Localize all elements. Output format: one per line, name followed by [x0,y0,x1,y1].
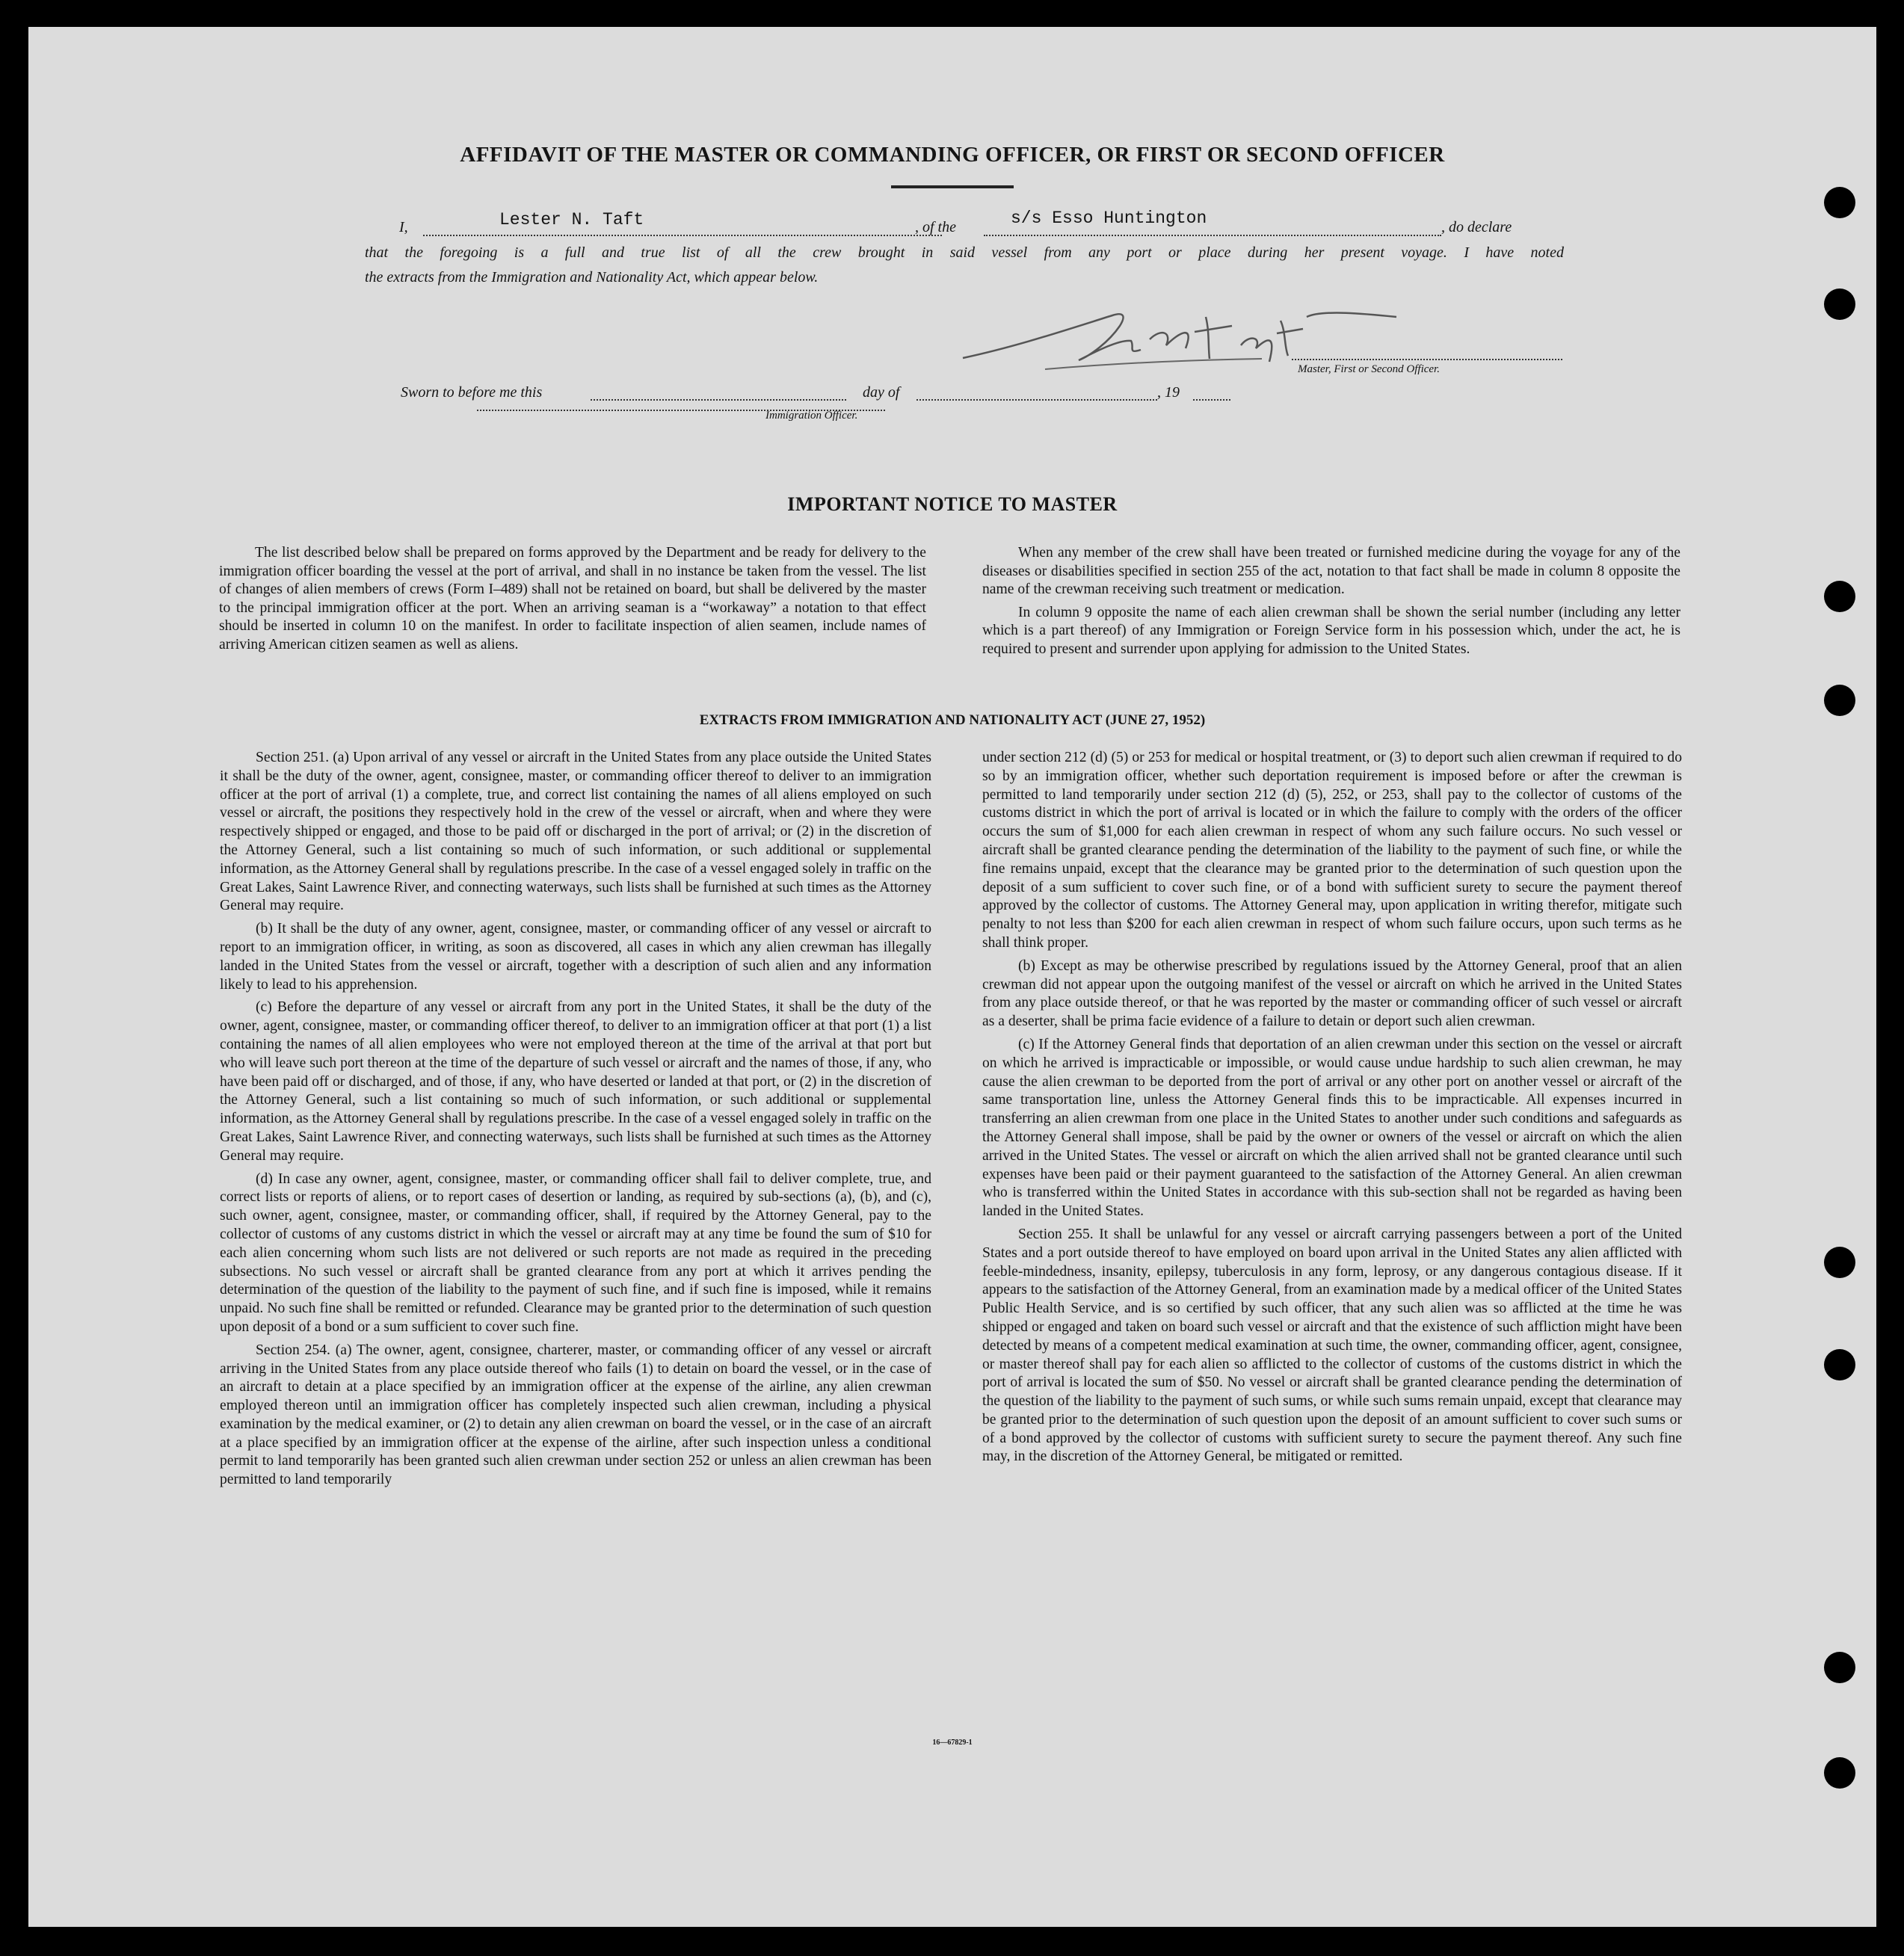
notice-left-paragraph: The list described below shall be prepared on forms approved by the Department and be ready for delivery to the immigration officer boarding the vessel at the port of arrival, and shall in no instance be taken from the vessel. The list of changes of alien members of crews (Form I–489) shall not be retained on board, but shall be delivered by the master to the principal immigration officer at the port. When an arriving seaman is a “workaway” a notation to that effect should be inserted in column 10 on the manifest. In order to facilitate inspection of alien seamen, include names of arriving American citizen seamen as well as aliens. [219,545,926,652]
notice-right-column [982,544,1680,664]
of-the-label: , of the [915,219,956,235]
binder-hole [1824,187,1855,218]
vessel-name-line [984,235,1441,236]
sworn-year-line[interactable] [1193,399,1230,401]
binder-hole [1824,1757,1855,1789]
master-name-field[interactable]: Lester N. Taft [499,210,644,229]
day-of-label: day of [863,384,900,401]
binder-hole [1824,685,1855,716]
signature-line [1292,359,1562,360]
extract-paragraph: Section 251. (a) Upon arrival of any vessel or aircraft in the United States from any place outside the United States it shall be the duty of the owner, agent, consignee, master, or commanding officer thereof to deliver to an immigration officer at the port of arrival (1) a complete, true, and correct list containing the names of all aliens employed on such vessel or aircraft, the positions they respectively hold in the crew of the vessel or aircraft, when and where they were respectively shipped or engaged, and those to be paid off or discharged in the port of arrival; or (2) in the discretion of the Attorney General, such a list containing so much of such information, or such additional or supplemental information, as the Attorney General shall by regulations prescribe. In the case of a vessel engaged solely in traffic on the Great Lakes, Saint Lawrence River, and connecting waterways, such lists shall be furnished at such times as the Attorney General may require. [220,750,931,914]
signature-caption: Master, First or Second Officer. [1298,363,1440,375]
extract-paragraph: (c) If the Attorney General finds that deportation of an alien crewman under this section on the vessel or aircraft on which he arrived is impracticable or impossible, or would cause undue hardship to such alien crewman, he may cause the alien crewman to be deported from the port of arrival or any other port on another vessel or aircraft of the same transportation line, unless the Attorney General finds this to be impracticable. All expenses incurred in transferring an alien crewman from one place in the United States to another under such conditions and safeguards as the Attorney General shall impose, shall be paid by the owner or owners of the vessel or aircraft on which the alien arrived in the United States. The vessel or aircraft on which the alien arrived shall not be granted clearance until such expenses have been paid or their payment guaranteed to the satisfaction of the Attorney General. An alien crewman who is transferred within the United States in accordance with this sub-section shall not be regarded as having been landed in the United States. [982,1036,1682,1220]
extracts-title: EXTRACTS FROM IMMIGRATION AND NATIONALITY ACT (JUNE 27, 1952) [699,712,1206,728]
year-label: , 19 [1157,384,1180,401]
extract-paragraph: Section 255. It shall be unlawful for any vessel or aircraft carrying passengers between a port of the United States and a port outside thereof to have employed on board upon arrival in the United States any alien afflicted with feeble-mindedness, insanity, epilepsy, tuberculosis in any form, leprosy, or any dangerous contagious disease. If it appears to the satisfaction of the Attorney General, from an examination made by a medical officer of the United States Public Health Service, and is so certified by such officer, that any such alien was so afflicted at the time he was shipped or engaged and taken on board such vessel or aircraft and that the existence of such affliction might have been detected by means of a competent medical examination at such time, the owner, commanding officer, agent, consignee, or master thereof shall pay for each alien so afflicted to the collector of customs of the customs district in which the port of arrival is located the sum of $50. No vessel or aircraft shall be granted clearance pending the determination of the question of the liability to the payment of such sums, or while such sums remain unpaid, except that clearance may be granted prior to the determination of such question upon the deposit of an amount sufficient to cover such sums or of a bond approved by the collector of customs with sufficient surety to secure the payment thereof. Any such fine may, in the discretion of the Attorney General, be mitigated or remitted. [982,1226,1682,1465]
extract-paragraph: (b) Except as may be otherwise prescribed by regulations issued by the Attorney General, proof that an alien crewman did not appear upon the outgoing manifest of the vessel or aircraft on which he arrived in the United States from any place outside thereof, or that he was reported by the master or commanding officer of such vessel or aircraft as a deserter, shall be prima facie evidence of a failure to detain or deport such alien crewman. [982,957,1682,1030]
declare-label: , do declare [1441,219,1512,235]
extract-paragraph: (c) Before the departure of any vessel or aircraft from any port in the United States, it shall be the duty of the owner, agent, consignee, master, or commanding officer thereof, to deliver to an immigration officer at that port (1) a list containing the names of all alien employees who were not employed thereon at the time of the arrival at that port but who will leave such port thereon at the time of the departure of such vessel or aircraft and the names of those, if any, who have been paid off or discharged, and of those, if any, who have deserted or landed at that port, or (2) in the discretion of the Attorney General, such a list containing so much of such information, or such additional or supplemental information, as the Attorney General shall by regulations prescribe. In the case of a vessel engaged solely in traffic on the Great Lakes, Saint Lawrence River, and connecting waterways, such lists shall be furnished at such times as the Attorney General may require. [220,999,931,1164]
extract-paragraph: (d) In case any owner, agent, consignee, master, or commanding officer shall fail to deliver complete, true, and correct lists or reports of aliens, or to report cases of desertion or landing, as required by sub-sections (a), (b), and (c), such owner, agent, consignee, master, or commanding officer, shall, if required by the Attorney General, pay to the collector of customs of any customs district in which the vessel or aircraft may at any time be found the sum of $10 for each alien concerning whom such lists are not delivered or such reports are not made as required in the preceding subsections. No such vessel or aircraft shall be granted clearance from any port at which it arrives pending the determination of the question of the liability to the payment of such fine, and if such fine is imposed, while it remains unpaid. No such fine shall be remitted or refunded. Clearance may be granted prior to the determination of such question upon deposit of a bond or a sum sufficient to cover such fine. [220,1170,931,1335]
sworn-label: Sworn to before me this [401,384,543,401]
notice-title: IMPORTANT NOTICE TO MASTER [787,493,1118,515]
notice-left-column [219,544,926,659]
binder-hole [1824,1349,1855,1380]
title-rule [891,185,1014,188]
affidavit-title: AFFIDAVIT OF THE MASTER OR COMMANDING OFFICER, OR FIRST OR SECOND OFFICER [460,143,1445,167]
notice-right-paragraph: In column 9 opposite the name of each alien crewman shall be shown the serial number (including any letter which is a part thereof) of any Immigration or Foreign Service form in his possession which, under the act, he is required to present and surrender upon applying for admission to the United States. [982,604,1680,657]
binder-hole [1824,581,1855,612]
affidavit-body-line2: the extracts from the Immigration and Nationality Act, which appear below. [365,269,819,286]
binder-hole [1824,1652,1855,1683]
i-label: I, [399,219,408,235]
form-number: 16—67829-1 [932,1739,973,1747]
signature-label: L. N. Taft [963,302,966,303]
master-name-line [423,235,942,236]
notice-right-paragraph: When any member of the crew shall have been treated or furnished medicine during the voyage for any of the diseases or disabilities specified in section 255 of the act, notation to that fact shall be made in column 8 opposite the name of the crewman receiving such treatment or medication. [982,545,1680,598]
affidavit-body-line1: that the foregoing is a full and true list of all the crew brought in said vessel from any port or place during her present voyage. I have noted [365,244,1564,261]
sworn-day-line[interactable] [591,399,846,401]
extract-paragraph: under section 212 (d) (5) or 253 for medical or hospital treatment, or (3) to deport such alien crewman if required to do so by an immigration officer, whether such deportation requirement is imposed before or after the crewman is permitted to land temporarily under section 212 (d) (5), 252, or 253, shall pay to the collector of customs of the customs district in which the port of arrival is located or in which the failure to comply with the orders of the officer occurs the sum of $1,000 for each alien crewman in respect of whom any such failure occurs. No such vessel or aircraft shall be granted clearance pending the determination of the liability to the payment of such fine, or while the fine remains unpaid, except that the clearance may be granted prior to the determination of such question upon the deposit of a sum sufficient to cover such fine, or of a bond with sufficient surety to secure the payment thereof approved by the collector of customs. The Attorney General may, upon application in writing therefor, mitigate such penalty to not less than $200 for each alien crewman in respect of whom such failure occurs, upon such terms as he shall think proper. [982,750,1682,951]
sworn-month-line[interactable] [916,399,1157,401]
immigration-officer-caption: Immigration Officer. [765,410,858,422]
document-page [28,27,1876,1927]
extract-paragraph: Section 254. (a) The owner, agent, consignee, charterer, master, or commanding officer of any vessel or aircraft arriving in the United States from any place outside thereof who fails (1) to detain on board the vessel, or in the case of an aircraft to detain at a place specified by an immigration officer at the expense of the airline, any alien crewman employed thereon until an immigration officer has completely inspected such alien crewman, including a physical examination by the medical examiner, or (2) to detain any alien crewman on board the vessel, or in the case of an aircraft at a place specified by an immigration officer at the expense of the airline, after such inspection unless a conditional permit to land temporarily has been granted such alien crewman under section 252 or unless an alien crewman has been permitted to land temporarily [220,1342,931,1488]
extracts-left-column [220,749,931,1494]
binder-hole [1824,289,1855,320]
binder-hole [1824,1247,1855,1278]
vessel-name-field[interactable]: s/s Esso Huntington [1011,209,1207,228]
extracts-right-column [982,749,1682,1471]
extract-paragraph: (b) It shall be the duty of any owner, agent, consignee, master, or commanding officer of any vessel or aircraft to report to an immigration officer, in writing, as soon as discovered, all cases in which any alien crewman has illegally landed in the United States from the vessel or aircraft, together with a description of such alien and any information likely to lead to his apprehension. [220,921,931,993]
